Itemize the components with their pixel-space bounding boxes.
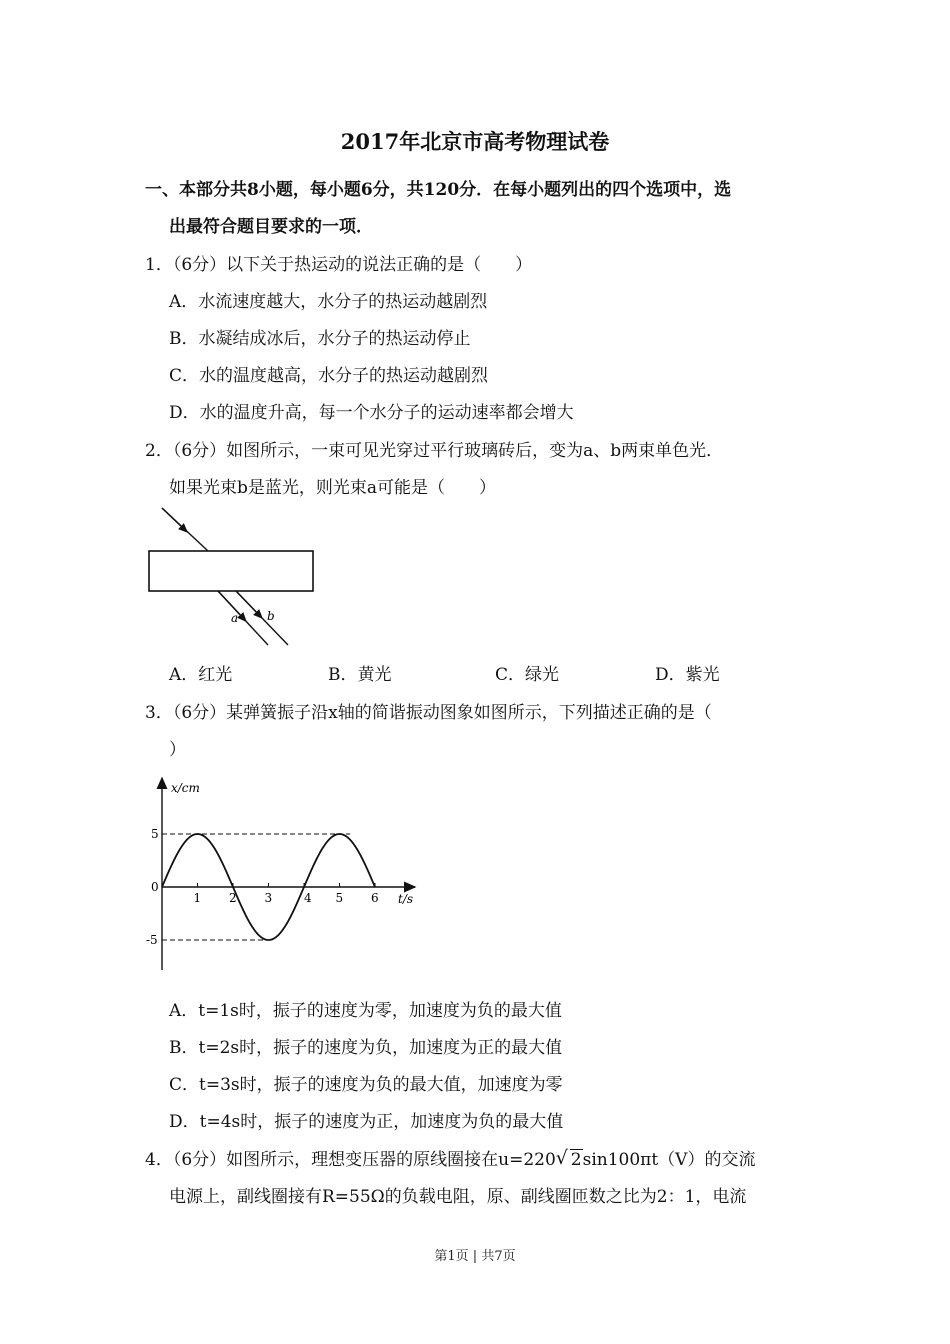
q4-stem-line2: 电源上，副线圈接有R=55Ω的负载电阻，原、副线圈匝数之比为2：1，电流 <box>169 1187 747 1207</box>
x-tick-label: 4 <box>304 891 312 905</box>
q1-stem: 1．（6分）以下关于热运动的说法正确的是（ ） <box>145 255 533 275</box>
glass-block <box>149 551 313 591</box>
q3-stem-line2: ） <box>169 740 186 760</box>
glass-block-figure <box>140 500 320 650</box>
x-tick-label: 5 <box>335 891 344 905</box>
y-axis-label: x/cm <box>171 781 200 795</box>
x-axis-label: t/s <box>398 892 414 906</box>
incident-arrow <box>162 508 185 530</box>
q3-stem-line1: 3．（6分）某弹簧振子沿x轴的简谐振动图象如图所示，下列描述正确的是（ <box>145 703 712 723</box>
page-footer: 第1页 | 共7页 <box>434 1249 516 1264</box>
sqrt-radicand: 2 <box>570 1150 582 1170</box>
page-title: 2017年北京市高考物理试卷 <box>340 129 610 154</box>
q2-option-d: D．紫光 <box>655 665 720 685</box>
x-tick-label: 6 <box>371 891 379 905</box>
ray-b-arrow <box>236 591 260 616</box>
q1-option-b: B．水凝结成冰后，水分子的热运动停止 <box>169 329 471 349</box>
ray-a-label: a <box>231 611 239 625</box>
ray-b-label: b <box>267 609 275 623</box>
q1-option-c: C．水的温度越高，水分子的热运动越剧烈 <box>169 366 489 386</box>
sqrt-symbol: √ 2 <box>555 1147 582 1170</box>
q3-option-d: D．t=4s时，振子的速度为正，加速度为负的最大值 <box>169 1112 564 1132</box>
q2-option-a: A．红光 <box>169 665 233 685</box>
q3-option-b: B．t=2s时，振子的速度为负，加速度为正的最大值 <box>169 1038 563 1058</box>
q4-line1-post: sin100πt（V）的交流 <box>582 1150 756 1170</box>
q4-stem-line1 <box>145 1145 755 1170</box>
q1-option-a: A．水流速度越大，水分子的热运动越剧烈 <box>169 292 488 312</box>
y-tick-label: -5 <box>146 933 158 947</box>
x-tick-label: 2 <box>229 891 237 905</box>
q3-option-a: A．t=1s时，振子的速度为零，加速度为负的最大值 <box>169 1001 562 1021</box>
shm-graph <box>140 770 430 980</box>
q2-stem-line1: 2．（6分）如图所示，一束可见光穿过平行玻璃砖后，变为a、b两束单色光． <box>145 441 724 461</box>
y-tick-label: 5 <box>151 827 159 841</box>
q2-option-c: C．绿光 <box>495 665 560 685</box>
q2-option-b: B．黄光 <box>328 665 392 685</box>
x-tick-label: 3 <box>264 891 273 905</box>
q4-line1-pre: 4．（6分）如图所示，理想变压器的原线圈接在u=220 <box>145 1150 556 1170</box>
q1-option-d: D．水的温度升高，每一个水分子的运动速率都会增大 <box>169 403 574 423</box>
x-tick-label: 1 <box>193 891 202 905</box>
y-tick-label: 0 <box>151 880 159 894</box>
section-heading-line1: 一、本部分共8小题，每小题6分，共120分．在每小题列出的四个选项中，选 <box>145 180 732 200</box>
q3-option-c: C．t=3s时，振子的速度为负的最大值，加速度为零 <box>169 1075 563 1095</box>
q2-stem-line2: 如果光束b是蓝光，则光束a可能是（ ） <box>169 478 497 498</box>
section-heading-line2: 出最符合题目要求的一项． <box>169 217 373 237</box>
